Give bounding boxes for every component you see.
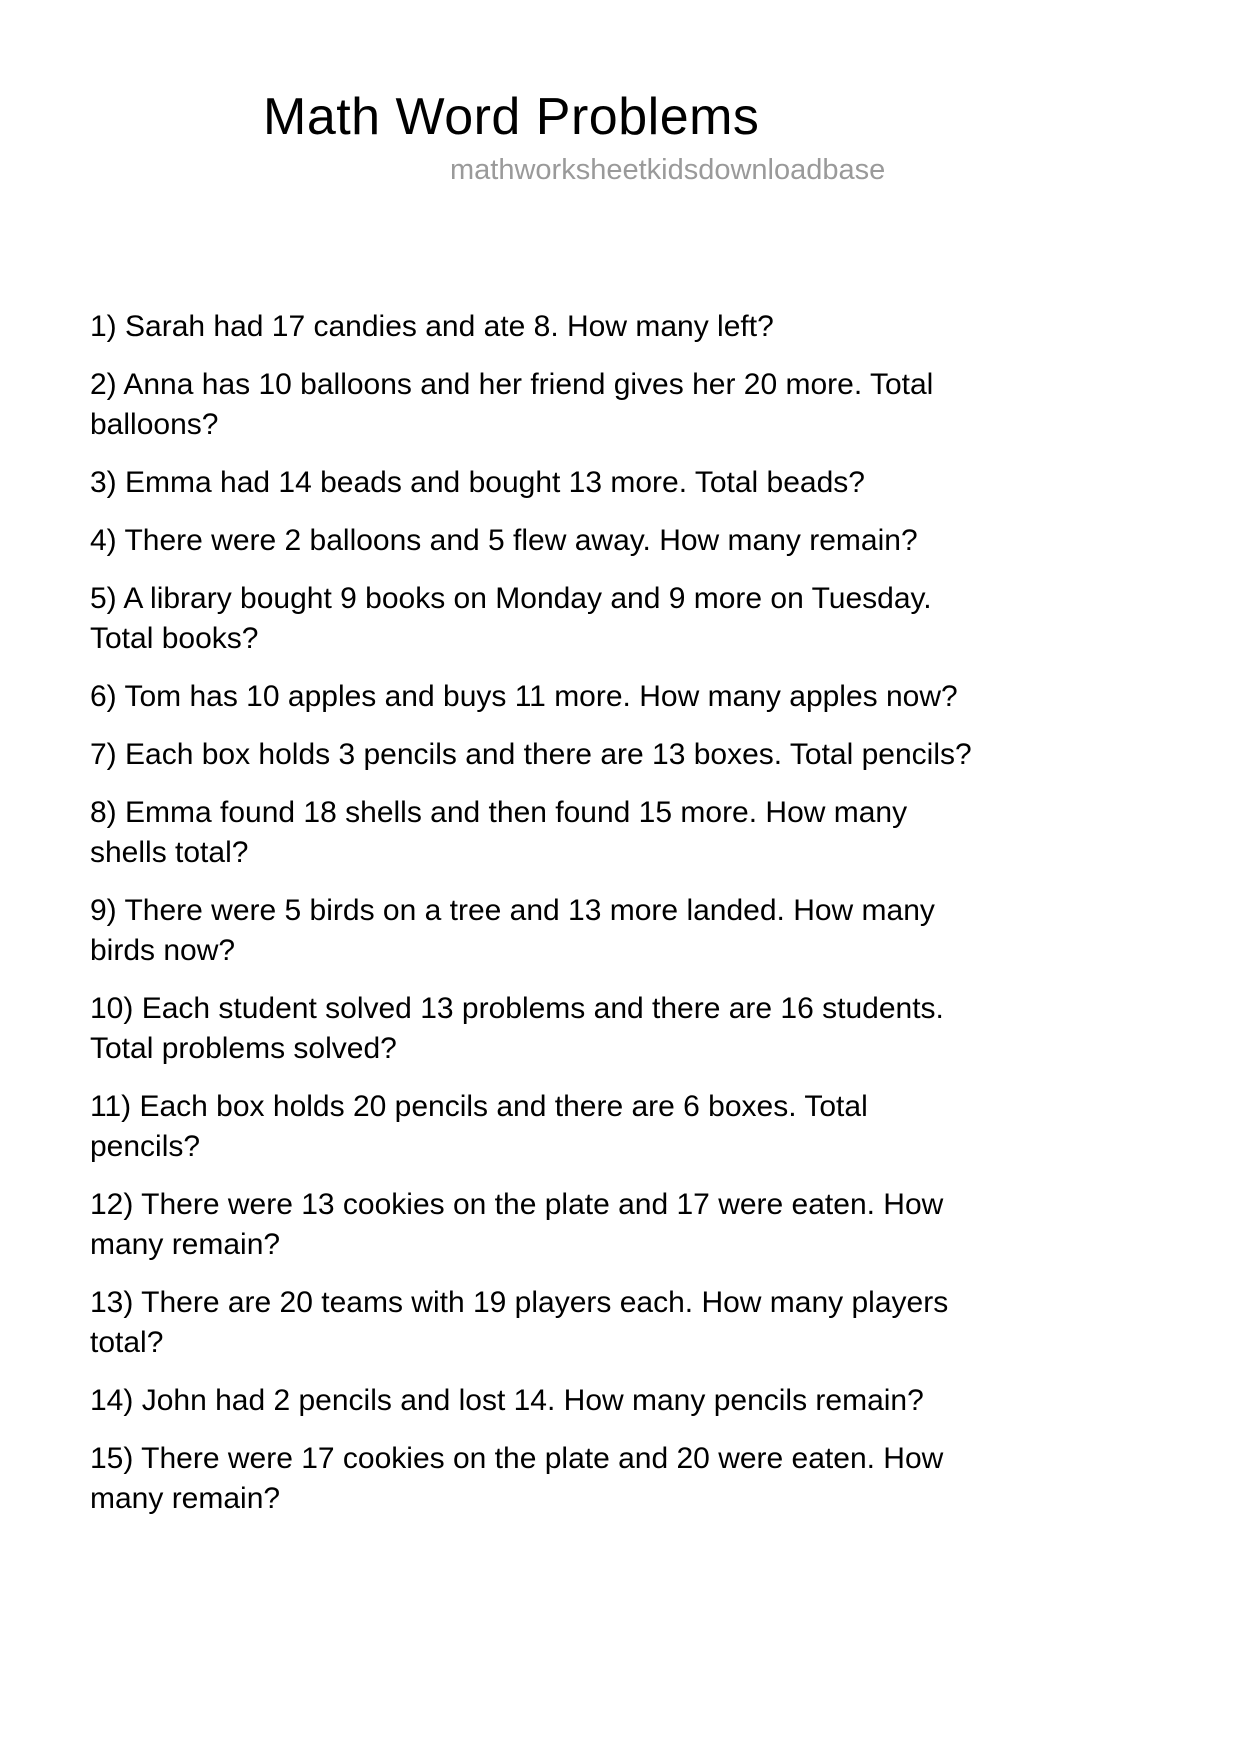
problem-6 bbox=[90, 677, 1180, 717]
problem-text: 9) There were 5 birds on a tree and 13 more landed. How many bbox=[90, 894, 935, 928]
problem-10 bbox=[90, 989, 1180, 1069]
problem-11 bbox=[90, 1087, 1180, 1167]
problem-text: 4) There were 2 balloons and 5 flew away. How many remain? bbox=[90, 524, 918, 558]
problem-text: balloons? bbox=[90, 408, 219, 442]
problem-5 bbox=[90, 579, 1180, 659]
problem-1 bbox=[90, 307, 1180, 347]
problem-text: 13) There are 20 teams with 19 players each. How many players bbox=[90, 1286, 949, 1320]
problem-text: total? bbox=[90, 1326, 164, 1360]
problem-9 bbox=[90, 891, 1180, 971]
problem-text: birds now? bbox=[90, 934, 236, 968]
problem-text: 2) Anna has 10 balloons and her friend gives her 20 more. Total bbox=[90, 368, 934, 402]
problem-7 bbox=[90, 735, 1180, 775]
problem-4 bbox=[90, 521, 1180, 561]
problem-text: 8) Emma found 18 shells and then found 15 more. How many bbox=[90, 796, 908, 830]
problem-text: 7) Each box holds 3 pencils and there are 13 boxes. Total pencils? bbox=[90, 738, 972, 772]
problem-3 bbox=[90, 463, 1180, 503]
problem-12 bbox=[90, 1185, 1180, 1265]
problem-list bbox=[0, 307, 1240, 1519]
problem-text: shells total? bbox=[90, 836, 249, 870]
problem-text: 5) A library bought 9 books on Monday and 9 more on Tuesday. bbox=[90, 582, 932, 616]
problem-text: pencils? bbox=[90, 1130, 201, 1164]
problem-text: 10) Each student solved 13 problems and there are 16 students. bbox=[90, 992, 944, 1026]
problem-text: 6) Tom has 10 apples and buys 11 more. How many apples now? bbox=[90, 680, 958, 714]
problem-text: 11) Each box holds 20 pencils and there are 6 boxes. Total bbox=[90, 1090, 868, 1124]
problem-text: 3) Emma had 14 beads and bought 13 more. Total beads? bbox=[90, 466, 865, 500]
problem-text: Total books? bbox=[90, 622, 259, 656]
problem-text: many remain? bbox=[90, 1228, 281, 1262]
problem-14 bbox=[90, 1381, 1180, 1421]
problem-text: 15) There were 17 cookies on the plate and 20 were eaten. How bbox=[90, 1442, 944, 1476]
problem-text: 14) John had 2 pencils and lost 14. How many pencils remain? bbox=[90, 1384, 924, 1418]
problem-15 bbox=[90, 1439, 1180, 1519]
problem-text: Total problems solved? bbox=[90, 1032, 397, 1066]
problem-8 bbox=[90, 793, 1180, 873]
page-title: Math Word Problems bbox=[263, 88, 760, 146]
page-subtitle: mathworksheetkidsdownloadbase bbox=[450, 153, 886, 186]
problem-text: 1) Sarah had 17 candies and ate 8. How many left? bbox=[90, 310, 774, 344]
problem-13 bbox=[90, 1283, 1180, 1363]
problem-text: 12) There were 13 cookies on the plate and 17 were eaten. How bbox=[90, 1188, 944, 1222]
problem-2 bbox=[90, 365, 1180, 445]
problem-text: many remain? bbox=[90, 1482, 281, 1516]
